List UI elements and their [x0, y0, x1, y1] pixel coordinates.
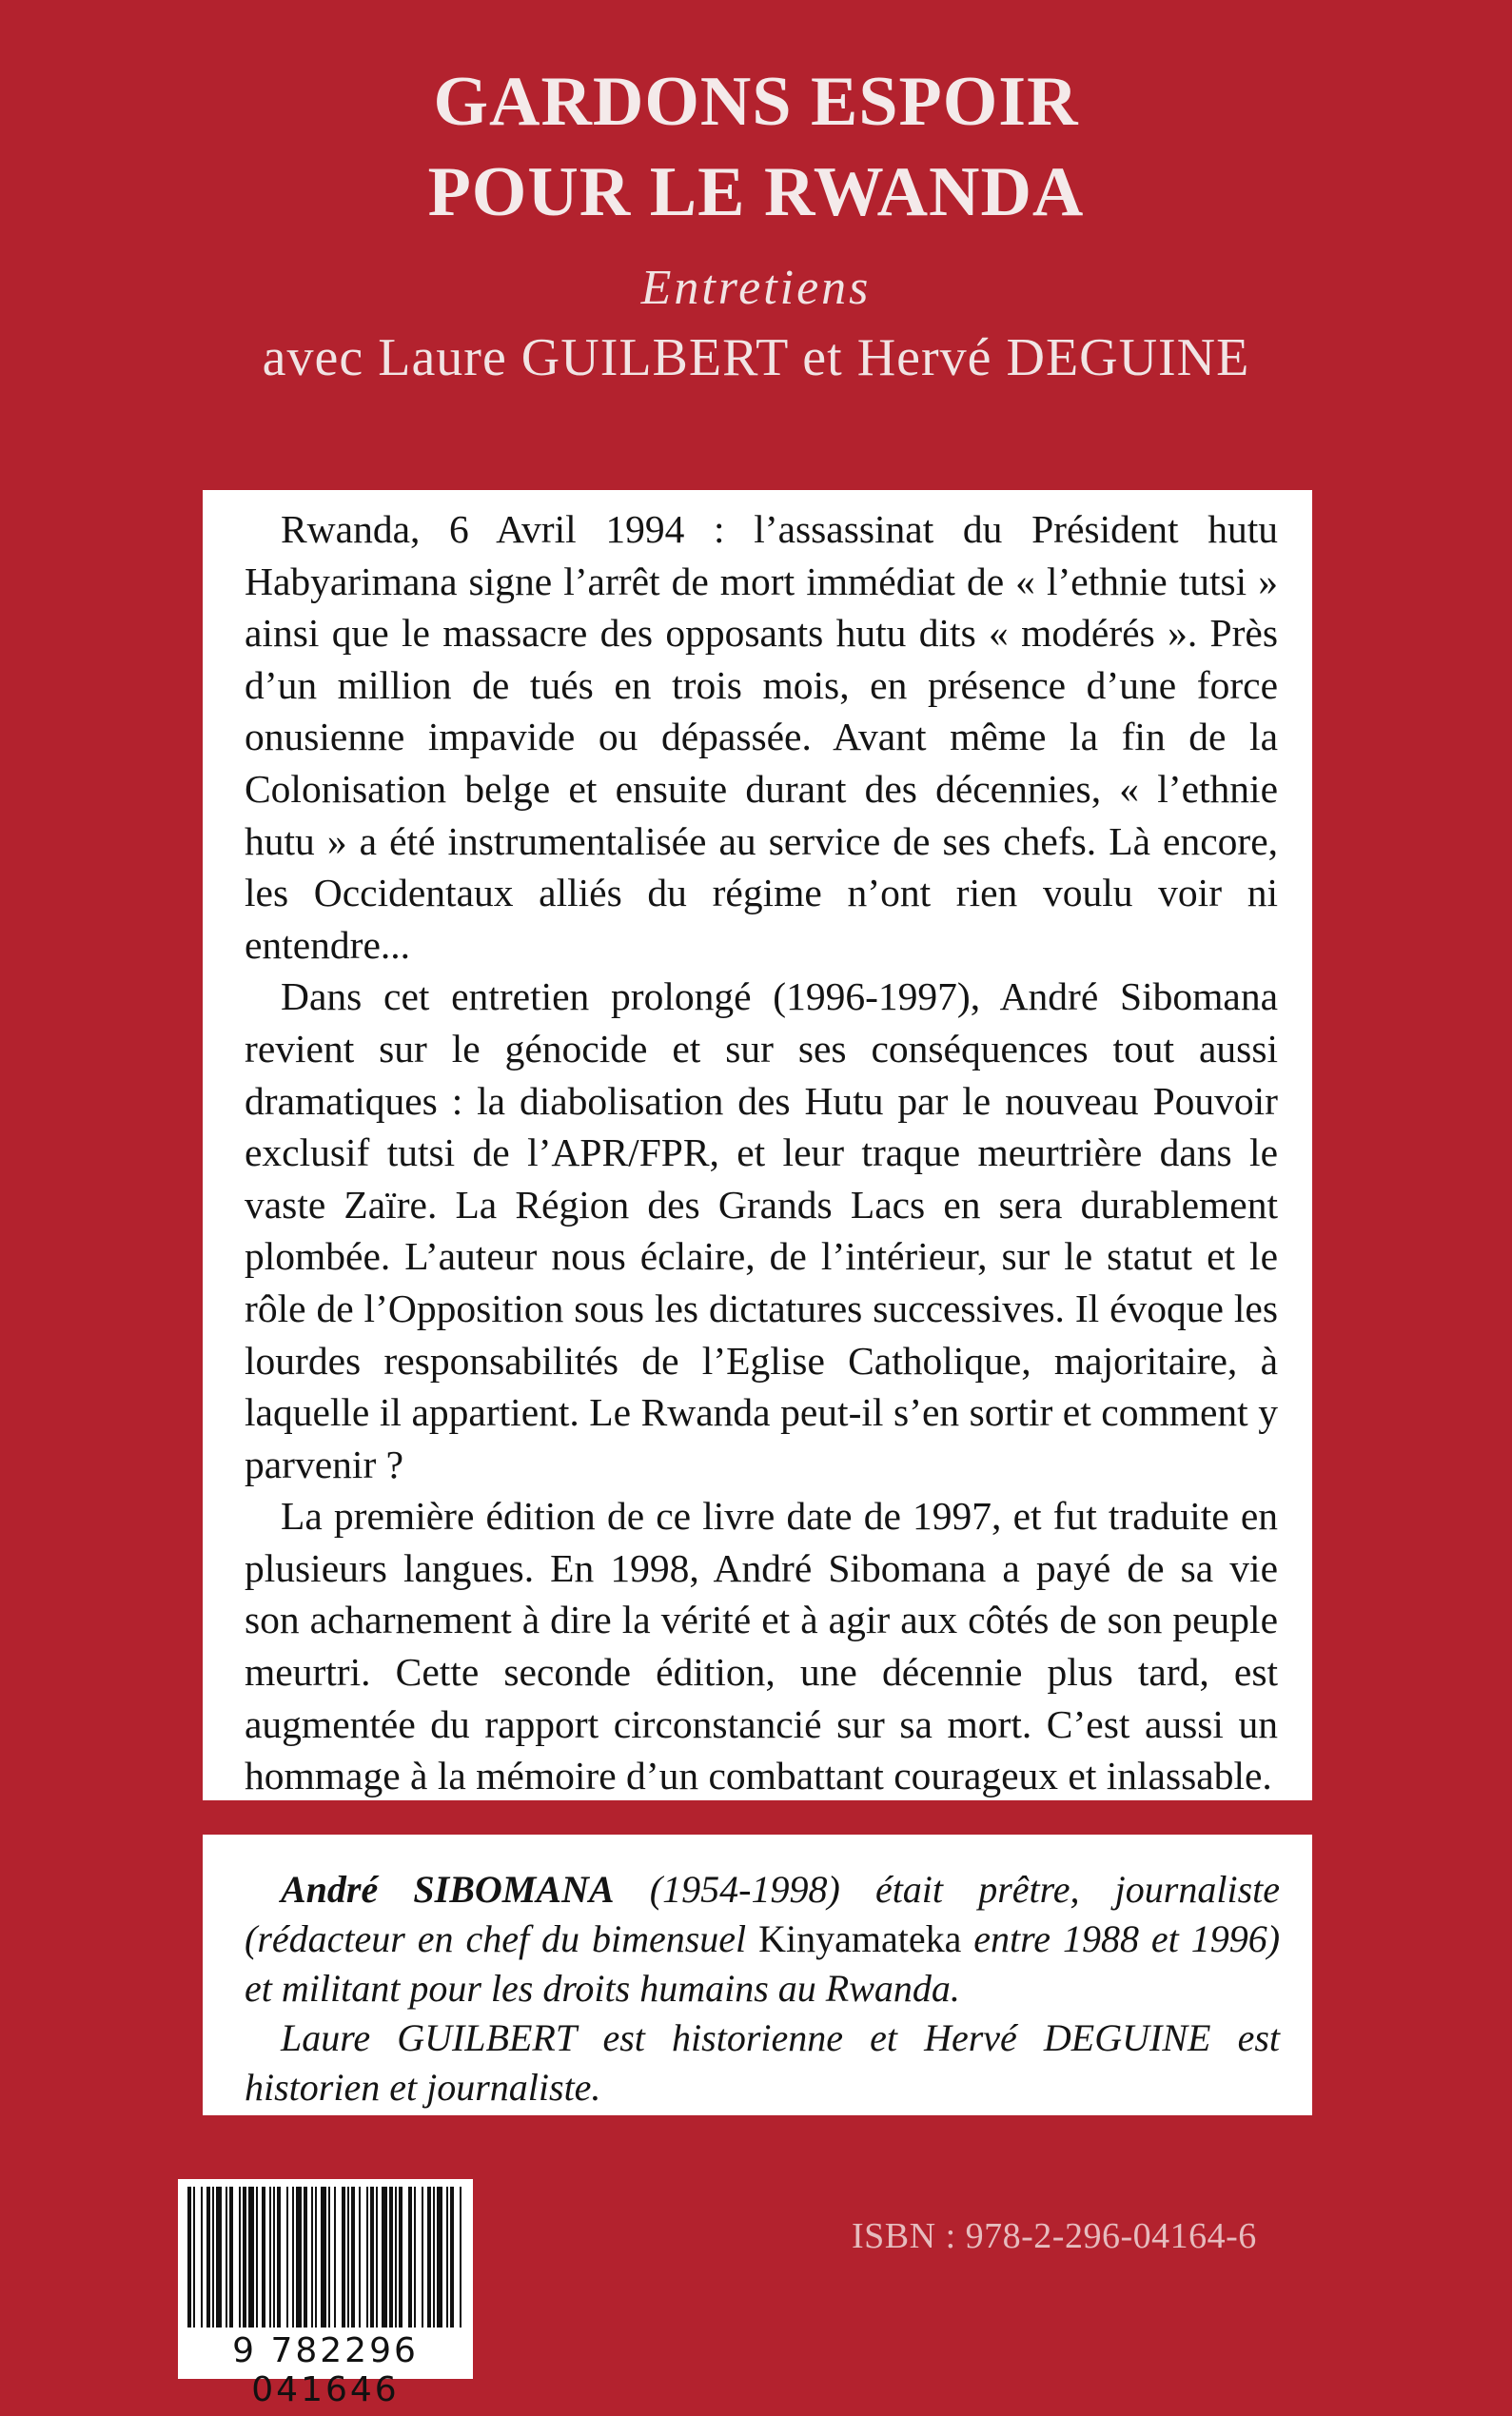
barcode-bar	[216, 2187, 222, 2328]
author-name: André SIBOMANA	[281, 1868, 615, 1911]
barcode-bar	[296, 2187, 302, 2328]
barcode-number: 9 782296 041646	[232, 2331, 419, 2409]
barcode	[178, 2179, 473, 2409]
barcode-bar	[187, 2187, 191, 2328]
barcode-bar	[370, 2187, 374, 2328]
barcode-bar	[262, 2187, 265, 2328]
author-bio-paragraph	[245, 1865, 1280, 2013]
barcode-bar	[256, 2187, 258, 2328]
book-subtitle: Entretiens	[640, 261, 872, 315]
isbn-text: ISBN : 978-2-296-04164-6	[852, 2216, 1257, 2256]
barcode-bar	[269, 2187, 271, 2328]
barcode-bar	[328, 2187, 330, 2328]
barcode-bar	[229, 2187, 233, 2328]
summary-paragraph-3: La première édition de ce livre date de 1997, et fut traduite en plusieurs langues. En 1998, André Sibomana a payé de sa vie son acharnement à dire la vérité et à agir aux côtés de son peuple meurtri. Cette seconde édition, une décennie plus tard, est augmentée du rapport circonstancié sur sa mort. C’est aussi un hommage à la mémoire d’un combattant courageux et inlassable.	[245, 1494, 1278, 1798]
barcode-bar	[389, 2187, 393, 2328]
barcode-bar	[292, 2187, 294, 2328]
barcode-bar	[243, 2187, 246, 2328]
barcode-bar	[395, 2187, 397, 2328]
barcode-bar	[359, 2187, 361, 2328]
barcode-bar	[342, 2187, 345, 2328]
barcode-bar	[382, 2187, 387, 2328]
barcode-bar	[414, 2187, 416, 2328]
barcode-bar	[347, 2187, 349, 2328]
barcode-bar	[427, 2187, 431, 2328]
barcode-bar	[286, 2187, 288, 2328]
barcode-bar	[193, 2187, 195, 2328]
barcode-bar	[201, 2187, 203, 2328]
summary-box	[203, 490, 1312, 1800]
book-title-line-1: GARDONS ESPOIR	[433, 63, 1079, 141]
barcode-bar	[273, 2187, 275, 2328]
barcode-bar	[311, 2187, 313, 2328]
author-bio-box	[203, 1835, 1312, 2115]
barcode-bar	[399, 2187, 403, 2328]
barcode-bar	[408, 2187, 412, 2328]
barcode-bar	[277, 2187, 281, 2328]
summary-paragraph-2: Dans cet entretien prolongé (1996-1997), André Sibomana revient sur le génocide et sur ses conséquences tout aussi dramatiques : la diabolisation des Hutu par le nouveau Pouvoir exclusif tutsi de l’APR/FPR, et leur traque meurtrière dans le vaste Zaïre. La Région des Grands Lacs en sera durablement plombée. L’auteur nous éclaire, de l’intérieur, sur le statut et le rôle de l’Opposition sous les dictatures successives. Il évoque les lourdes responsabilités de l’Eglise Catholique, majoritaire, à laquelle il appartient. Le Rwanda peut-il s’en sortir et comment y parvenir ?	[245, 974, 1278, 1486]
summary-paragraph-1: Rwanda, 6 Avril 1994 : l’assassinat du Président hutu Habyarimana signe l’arrêt de mort immédiat de « l’ethnie tutsi » ainsi que le massacre des opposants hutu dits « modérés ». Près d’un million de tués en trois mois, en présence d’une force onusienne impavide ou dépassée. Avant même la fin de la Colonisation belge et ensuite durant des décennies, « l’ethnie hutu » a été instrumentalisée au service de ses chefs. Là encore, les Occidentaux alliés du régime n’ont rien voulu voir ni entendre...	[245, 507, 1278, 967]
book-title-line-2: POUR LE RWANDA	[427, 153, 1085, 231]
barcode-bar	[450, 2187, 454, 2328]
barcode-bar	[206, 2187, 210, 2328]
barcode-bar	[433, 2187, 435, 2328]
barcode-bar	[366, 2187, 368, 2328]
barcode-bar	[437, 2187, 442, 2328]
author-bio-text-b: entre 1988 et 1996) et militant pour les droits humains au Rwanda.	[245, 1917, 1281, 2010]
barcode-bar	[226, 2187, 227, 2328]
interviewers-bio-paragraph: Laure GUILBERT est historienne et Hervé DEGUINE est historien et journaliste.	[245, 2016, 1280, 2109]
barcode-bar	[212, 2187, 214, 2328]
interviewers-line: avec Laure GUILBERT et Hervé DEGUINE	[262, 328, 1250, 387]
barcode-bar	[422, 2187, 423, 2328]
author-bio-text-a: (1954-1998) était prêtre, journaliste (rédacteur en chef du bimensuel	[245, 1868, 1281, 1960]
barcode-bar	[376, 2187, 378, 2328]
barcode-bar	[239, 2187, 241, 2328]
newspaper-name: Kinyamateka	[758, 1917, 962, 1960]
barcode-bar	[321, 2187, 326, 2328]
barcode-bar	[304, 2187, 307, 2328]
barcode-bar	[315, 2187, 317, 2328]
barcode-bar	[460, 2187, 461, 2328]
barcode-bar	[334, 2187, 336, 2328]
barcode-bars	[186, 2187, 465, 2329]
barcode-bar	[351, 2187, 355, 2328]
barcode-bar	[248, 2187, 254, 2328]
barcode-bar	[446, 2187, 448, 2328]
